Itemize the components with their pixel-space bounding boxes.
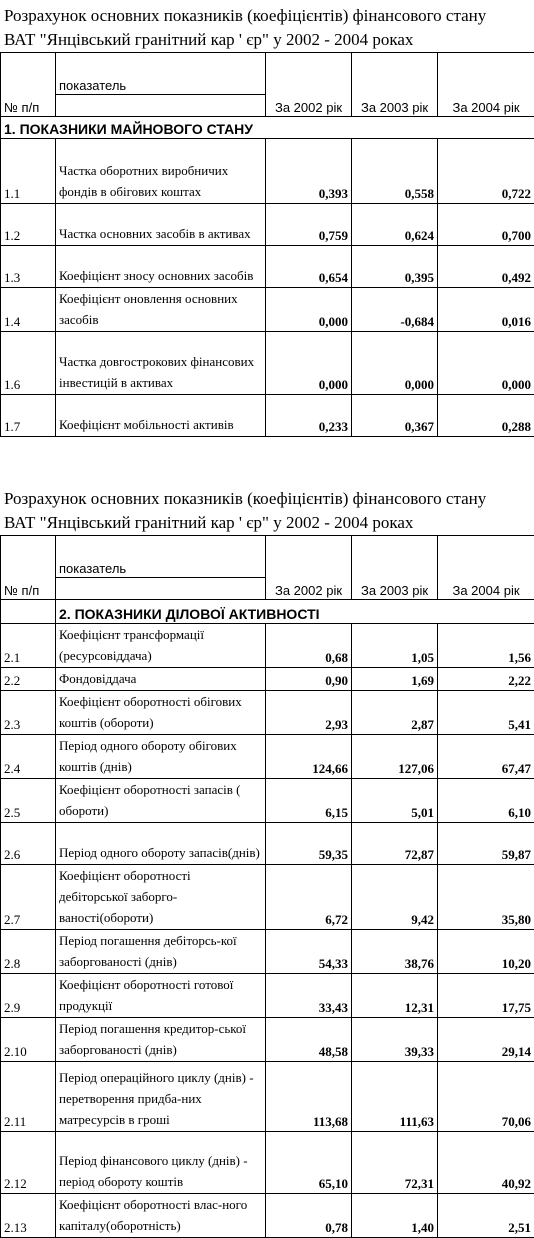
- value-2004: 40,92: [438, 1132, 534, 1194]
- value-2003: 12,31: [352, 974, 438, 1018]
- value-2002: 0,654: [266, 246, 352, 288]
- value-2003: -0,684: [352, 288, 438, 332]
- table2-title-line1: Розрахунок основних показників (коефіцієнтів) фінансового стану: [4, 488, 486, 510]
- table1-header-spacer: [56, 95, 266, 117]
- table2-header-2004: За 2004 рік: [438, 536, 534, 600]
- value-2003: 39,33: [352, 1018, 438, 1062]
- value-2004: 17,75: [438, 974, 534, 1018]
- value-2003: 127,06: [352, 735, 438, 779]
- table-row: [1, 735, 534, 779]
- row-indicator: Коефіцієнт трансформації (ресурсовіддача): [56, 624, 266, 668]
- row-indicator: Період одного обороту запасів(днів): [56, 823, 266, 865]
- table-row: [1, 139, 534, 204]
- table-row: [1, 624, 534, 668]
- table-row: [1, 246, 534, 288]
- table1-header-2002: За 2002 рік: [266, 53, 352, 117]
- row-indicator: Період одного обороту обігових коштів (днів): [56, 735, 266, 779]
- table1-title-line2: ВАТ "Янцівський гранітний кар ' єр" у 2002 - 2004 роках: [4, 29, 413, 51]
- row-indicator: Період фінансового циклу (днів) - період обороту коштів: [56, 1132, 266, 1194]
- row-indicator: Частка оборотних виробничих фондів в обігових коштах: [56, 139, 266, 204]
- value-2003: 0,367: [352, 395, 438, 437]
- row-number: 2.8: [1, 930, 56, 974]
- value-2003: 0,558: [352, 139, 438, 204]
- table-row: [1, 823, 534, 865]
- table2-header-2003: За 2003 рік: [352, 536, 438, 600]
- value-2002: 2,93: [266, 691, 352, 735]
- table-row: [1, 974, 534, 1018]
- row-indicator: Коефіцієнт оборотності обігових коштів (обороти): [56, 691, 266, 735]
- row-number: 1.4: [1, 288, 56, 332]
- value-2002: 0,68: [266, 624, 352, 668]
- row-indicator: Період операційного циклу (днів) - перетворення придба-них матресурсів в гроші: [56, 1062, 266, 1132]
- table1-header-no: № п/п: [1, 53, 56, 117]
- row-indicator: Коефіцієнт оборотності запасів ( обороти): [56, 779, 266, 823]
- table-row: [1, 668, 534, 691]
- row-number: 2.12: [1, 1132, 56, 1194]
- value-2002: 6,15: [266, 779, 352, 823]
- value-2003: 9,42: [352, 865, 438, 930]
- value-2004: 2,22: [438, 668, 534, 691]
- row-indicator: Коефіцієнт зносу основних засобів: [56, 246, 266, 288]
- value-2002: 0,759: [266, 204, 352, 246]
- row-indicator: Коефіцієнт оборотності дебіторської заборго-ваності(обороти): [56, 865, 266, 930]
- table-row: [1, 779, 534, 823]
- value-2002: 6,72: [266, 865, 352, 930]
- value-2002: 0,393: [266, 139, 352, 204]
- value-2003: 72,31: [352, 1132, 438, 1194]
- value-2004: 35,80: [438, 865, 534, 930]
- row-number: 2.2: [1, 668, 56, 691]
- row-indicator: Коефіцієнт мобільності активів: [56, 395, 266, 437]
- row-number: 2.7: [1, 865, 56, 930]
- table-row: [1, 1132, 534, 1194]
- table1-section-title: 1. ПОКАЗНИКИ МАЙНОВОГО СТАНУ: [1, 117, 534, 139]
- row-number: 2.1: [1, 624, 56, 668]
- table-row: [1, 691, 534, 735]
- row-number: 2.4: [1, 735, 56, 779]
- value-2004: 0,492: [438, 246, 534, 288]
- table2-section-title: 2. ПОКАЗНИКИ ДІЛОВОЇ АКТИВНОСТІ: [56, 600, 534, 624]
- row-number: 2.10: [1, 1018, 56, 1062]
- value-2004: 67,47: [438, 735, 534, 779]
- table1-title-line1: Розрахунок основних показників (коефіцієнтів) фінансового стану: [4, 5, 486, 27]
- table2-section-spacer: [1, 600, 56, 624]
- value-2004: 0,700: [438, 204, 534, 246]
- value-2002: 65,10: [266, 1132, 352, 1194]
- value-2003: 1,69: [352, 668, 438, 691]
- value-2004: 6,10: [438, 779, 534, 823]
- row-number: 2.5: [1, 779, 56, 823]
- row-indicator: Коефіцієнт оновлення основних засобів: [56, 288, 266, 332]
- value-2003: 5,01: [352, 779, 438, 823]
- row-number: 2.13: [1, 1194, 56, 1238]
- row-indicator: Коефіцієнт оборотності влас-ного капіталу(оборотність): [56, 1194, 266, 1238]
- row-indicator: Частка довгострокових фінансових інвестицій в активах: [56, 332, 266, 395]
- table2-header-no: № п/п: [1, 536, 56, 600]
- row-number: 2.3: [1, 691, 56, 735]
- row-number: 1.2: [1, 204, 56, 246]
- value-2004: 0,722: [438, 139, 534, 204]
- value-2002: 113,68: [266, 1062, 352, 1132]
- value-2004: 0,000: [438, 332, 534, 395]
- row-number: 2.11: [1, 1062, 56, 1132]
- table1-header-2004: За 2004 рік: [438, 53, 534, 117]
- value-2003: 0,624: [352, 204, 438, 246]
- row-indicator: Період погашення кредитор-ської заборгованості (днів): [56, 1018, 266, 1062]
- value-2004: 59,87: [438, 823, 534, 865]
- value-2003: 72,87: [352, 823, 438, 865]
- value-2004: 29,14: [438, 1018, 534, 1062]
- table2: [0, 535, 534, 1238]
- value-2003: 1,05: [352, 624, 438, 668]
- value-2004: 10,20: [438, 930, 534, 974]
- value-2004: 2,51: [438, 1194, 534, 1238]
- value-2004: 5,41: [438, 691, 534, 735]
- row-indicator: Період погашення дебіторсь-кої заборгованості (днів): [56, 930, 266, 974]
- value-2002: 59,35: [266, 823, 352, 865]
- value-2002: 48,58: [266, 1018, 352, 1062]
- value-2003: 0,000: [352, 332, 438, 395]
- value-2004: 0,288: [438, 395, 534, 437]
- value-2002: 0,78: [266, 1194, 352, 1238]
- row-number: 1.3: [1, 246, 56, 288]
- table2-header-row: [1, 536, 534, 578]
- table1-header-2003: За 2003 рік: [352, 53, 438, 117]
- value-2002: 54,33: [266, 930, 352, 974]
- row-number: 1.1: [1, 139, 56, 204]
- table1: [0, 52, 534, 437]
- table-row: [1, 930, 534, 974]
- value-2004: 0,016: [438, 288, 534, 332]
- value-2002: 0,90: [266, 668, 352, 691]
- row-number: 1.6: [1, 332, 56, 395]
- value-2002: 124,66: [266, 735, 352, 779]
- table1-header-row: [1, 53, 534, 95]
- row-number: 2.9: [1, 974, 56, 1018]
- value-2002: 0,233: [266, 395, 352, 437]
- row-indicator: Частка основних засобів в активах: [56, 204, 266, 246]
- value-2003: 0,395: [352, 246, 438, 288]
- value-2002: 0,000: [266, 288, 352, 332]
- value-2003: 38,76: [352, 930, 438, 974]
- row-number: 1.7: [1, 395, 56, 437]
- table2-header-name: показатель: [56, 536, 266, 578]
- table-row: [1, 288, 534, 332]
- value-2002: 0,000: [266, 332, 352, 395]
- table-row: [1, 395, 534, 437]
- table-row: [1, 1018, 534, 1062]
- row-indicator: Коефіцієнт оборотності готової продукції: [56, 974, 266, 1018]
- value-2004: 70,06: [438, 1062, 534, 1132]
- table2-section-row: [1, 600, 534, 624]
- table1-header-name: показатель: [56, 53, 266, 95]
- table-row: [1, 865, 534, 930]
- value-2003: 111,63: [352, 1062, 438, 1132]
- value-2002: 33,43: [266, 974, 352, 1018]
- table2-title-line2: ВАТ "Янцівський гранітний кар ' єр" у 2002 - 2004 роках: [4, 512, 413, 534]
- table2-header-2002: За 2002 рік: [266, 536, 352, 600]
- table-row: [1, 204, 534, 246]
- table-row: [1, 1062, 534, 1132]
- value-2004: 1,56: [438, 624, 534, 668]
- table-row: [1, 332, 534, 395]
- row-number: 2.6: [1, 823, 56, 865]
- row-indicator: Фондовіддача: [56, 668, 266, 691]
- table1-section-row: [1, 117, 534, 139]
- value-2003: 1,40: [352, 1194, 438, 1238]
- table2-header-spacer: [56, 578, 266, 600]
- value-2003: 2,87: [352, 691, 438, 735]
